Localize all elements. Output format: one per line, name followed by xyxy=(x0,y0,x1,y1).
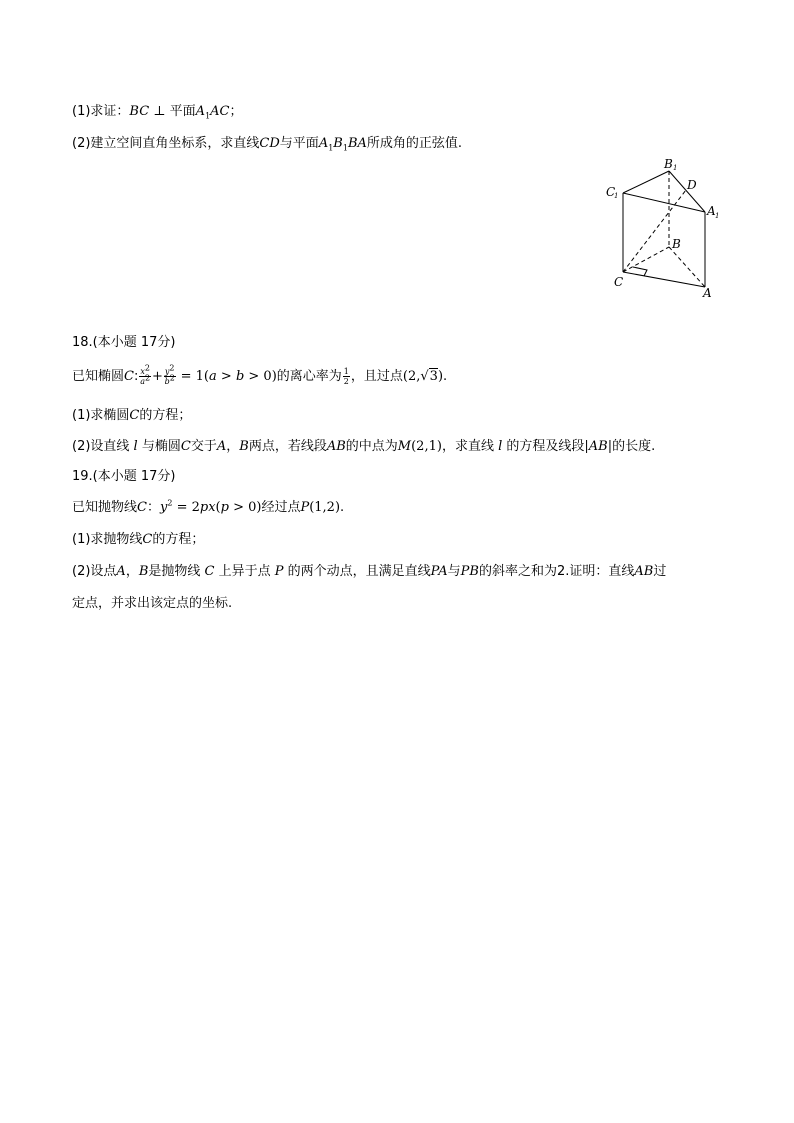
edge-c-b xyxy=(623,247,669,272)
q19-part2-line2: 定点，并求出该定点的坐标. xyxy=(72,596,233,611)
q19-heading: 19.(本小题 17分) xyxy=(72,469,176,484)
label-a: A xyxy=(703,286,712,300)
q18-part1: (1)求椭圆C的方程； xyxy=(72,408,192,423)
label-c1: C xyxy=(606,185,616,199)
q18-stem: 已知椭圆C: $\frac{x^2}{a^2}$ + $\frac{y^2}{b^2}$ = 1(a > b > 0)的离心率为 $\frac{1}{2}$ ，且过点(2,√3). xyxy=(72,363,448,386)
q18-part2: (2)设直线 l 与椭圆C交于A，B两点，若线段AB的中点为M(2,1)，求直线 l 的方程及线段|AB|的长度. xyxy=(72,439,656,454)
q18-heading: 18.(本小题 17分) xyxy=(72,335,176,350)
segment-c-d xyxy=(623,190,686,272)
edge-c-a xyxy=(623,272,705,287)
label-a1: A xyxy=(707,204,716,218)
label-a1-sub: 1 xyxy=(715,212,720,220)
label-b1: B xyxy=(664,157,673,171)
q17-part1: (1)求证：BC ⊥ 平面$A_1AC$； xyxy=(72,104,243,121)
edge-c1-b1 xyxy=(623,171,669,193)
q17-part1-expr: BC ⊥ xyxy=(129,104,170,119)
label-c1-sub: 1 xyxy=(614,192,619,200)
q17-part2: (2)建立空间直角坐标系，求直线CD与平面$A_1B_1BA$所成角的正弦值. xyxy=(72,136,463,153)
edge-c1-a1 xyxy=(623,193,705,212)
label-d: D xyxy=(687,178,697,192)
label-c: C xyxy=(614,275,624,289)
q19-part1: (1)求抛物线C的方程； xyxy=(72,532,205,547)
prism-figure xyxy=(600,155,725,305)
label-b1-sub: 1 xyxy=(673,164,678,172)
label-b: B xyxy=(672,237,681,251)
q19-part2-line1: (2)设点A，B是抛物线 C 上异于点 P 的两个动点，且满足直线PA与PB的斜率之和为2.证明：直线AB过 xyxy=(72,564,667,579)
q19-stem: 已知抛物线C：$y^2 = 2px(p > 0)$经过点P(1,2). xyxy=(72,498,345,515)
